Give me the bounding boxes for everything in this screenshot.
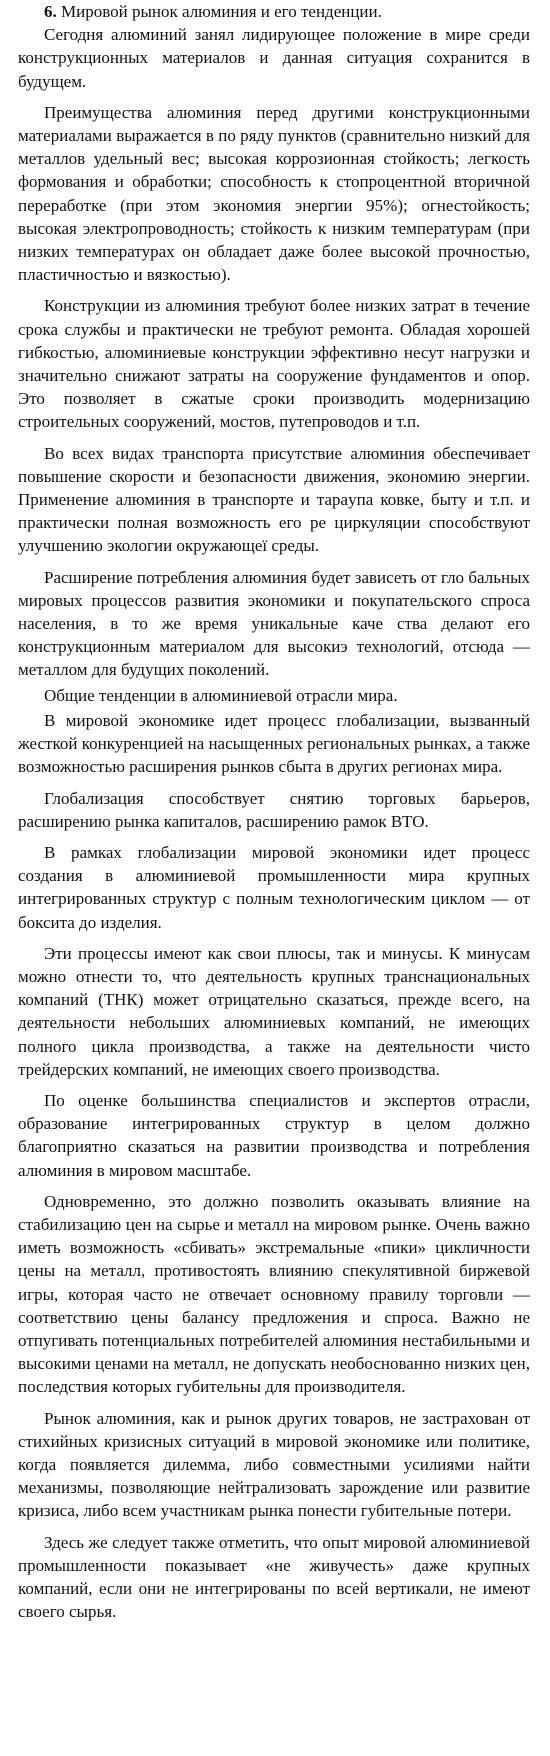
section-number: 6.	[44, 2, 57, 21]
paragraph: В мировой экономике идет процесс глобализации, вызванный жесткой конкуренцией на насыщенных региональных рынках, а также возможностью расширения рынков сбыта в других регионах мира.	[18, 710, 530, 777]
paragraph: Конструкции из алюминия требуют более низких затрат в течение срока службы и практически не требуют ремонта. Обладая хорошей гибкостью, алюминиевые конструкции эффективно несут нагрузки и значительно снижают затраты на сооружение фундаментов и опор. Это позволяет в сжатые сроки производить модернизацию строительных сооружений, мостов, путепроводов и т.п.	[18, 296, 530, 432]
paragraph: По оценке большинства специалистов и экспертов отрасли, образование интегрированных структур в целом должно благоприятно сказаться на развитии производства и потребления алюминия в мировом масштабе.	[18, 1090, 530, 1180]
paragraph: Одновременно, это должно позволить оказывать влияние на стабилизацию цен на сырье и металл на мировом рынке. Очень важно иметь возможность «сбивать» экстремальные «пики» цикличности цены на металл, противостоять влиянию спекулятивной биржевой игры, которая часто не отвечает основному правилу торговли — соответствию цены балансу предложения и спроса. Важно не отпугивать потенциальных потребителей алюминия нестабильными и высокими ценами на металл, не допускать необоснованно низких цен, последствия которых губительны для производителя.	[18, 1191, 530, 1397]
paragraph: Во всех видах транспорта присутствие алюминия обеспечивает повышение скорости и безопасности движения, экономию энергии. Применение алюминия в транспорте и тарaупа ковке, быту и т.п. и практически полная возможность его ре циркуляции способствуют улучшению экологии окружающеї среды.	[18, 443, 530, 556]
paragraph: Эти процессы имеют как свои плюсы, так и минусы. К минусам можно отнести то, что деятельность крупных транснациональных компаний (ТНК) может отрицательно сказаться, прежде всего, на деятельности небольших алюминиевых компаний, не имеющих полного цикла производства, а также на деятельности чисто трейдерских компаний, не имеющих своего производства.	[18, 943, 530, 1079]
paragraph: В рамках глобализации мировой экономики идет процесс создания в алюминиевой промышленности мира крупных интегрированных структур с полным технологическим циклом — от боксита до изделия.	[18, 842, 530, 932]
paragraph: Глобализация способствует снятию торговых барьеров, расширению рынка капиталов, расширению рамок ВТО.	[18, 788, 530, 831]
paragraph: Сегодня алюминий занял лидирующее положение в мире среди конструкционных материалов и данная ситуация сохранится в будущем.	[18, 25, 530, 91]
paragraph: Рынок алюминия, как и рынок других товаров, не застрахован от стихийных кризисных ситуаций в мировой экономике или политике, когда появляется дилемма, либо совместными усилиями найти механизмы, позволяющие нейтрализовать зарождение или развитие кризиса, либо всем участникам рынка понести губительные потери.	[18, 1408, 530, 1521]
section-heading	[18, 0, 530, 23]
paragraph: Расширение потребления алюминия будет зависеть от гло бальных мировых процессов развития экономики и покупательского спроса населения, в то же время уникальные каче ства делают его конструкционным материалом для высокиэ технологий, отсюда — металлом для будущих поколений.	[18, 567, 530, 680]
paragraph: Здесь же следует также отметить, что опыт мировой алюминиевой промышленности показывает «не живучесть» даже крупных компаний, если они не интегрированы по всей вертикали, не имеют своего сырья.	[18, 1532, 530, 1622]
paragraph: Преимущества алюминия перед другими конструкционными материалами выражается в по ряду пунктов (сравнительно низкий для металлов удельный вес; высокая коррозионная стойкость; легкость формования и обработки; способность к стопроцентной вторичной переработке (при этом экономия энергии 95%); огнестойкость; высокая электропроводность; стойкость к низким температурам (при низких температурах он обладает даже более высокой прочностью, пластичностью и вязкостью).	[18, 102, 530, 285]
section-title: Мировой рынок алюминия и его тенденции.	[61, 2, 382, 21]
subheading-paragraph: Общие тенденции в алюминиевой отрасли мира.	[44, 685, 398, 705]
